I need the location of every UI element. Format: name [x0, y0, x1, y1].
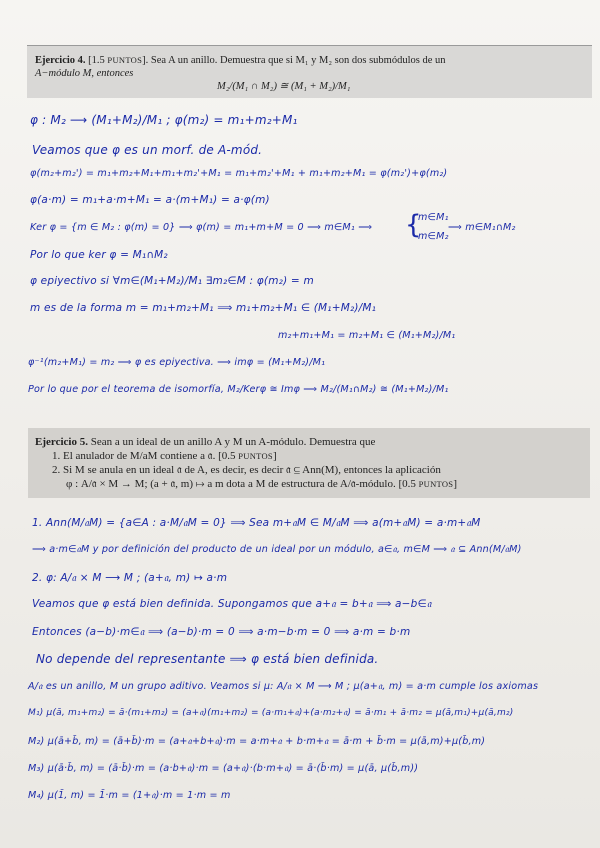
brace-symbol: { [405, 210, 422, 240]
exercise-5-item-2: 2. Si M se anula en un ideal 𝔞 de A, es decir, es decir 𝔞 ⊆ Ann(M), entonces la aplicación [52, 464, 441, 476]
solution-4-line: φ⁻¹(m₂+M₁) = m₂ ⟹ φ es epiyectiva. ⟹ imφ = (M₁+M₂)/M₁ [28, 357, 326, 368]
solution-4-line: Por lo que por el teorema de isomorfía, M₂/Kerφ ≅ Imφ ⟹ M₂/(M₁∩M₂) ≅ (M₁+M₂)/M₁ [28, 384, 449, 395]
solution-4-line: m₂+m₁+M₁ = m₂+M₁ ∈ (M₁+M₂)/M₁ [278, 330, 456, 341]
solution-4-line: Por lo que ker φ = M₁∩M₂ [30, 249, 168, 261]
exercise-4-text-1: ]. Sea A un anillo. Demuestra que si M₁ y M₂ son dos submódulos de un [142, 55, 446, 66]
solution-4-line: φ epiyectivo si ∀m∈(M₁+M₂)/M₁ ∃m₂∈M : φ(m₂) = m [30, 275, 314, 287]
solution-5-line: Veamos que φ está bien definida. Supongamos que a+𝔞 = b+𝔞 ⟹ a−b∈𝔞 [32, 598, 432, 610]
exercise-4-points: [1.5 [88, 55, 105, 66]
exercise-4-text-2: A−módulo M, entonces [35, 68, 134, 79]
solution-4-line: φ(m₂+m₂') = m₁+m₂+M₁+m₁+m₂'+M₁ = m₁+m₂'+M₁ + m₁+m₂+M₁ = φ(m₂')+φ(m₂) [30, 168, 448, 179]
solution-5-line: M₂) μ(ā+b̄, m) = (ā+b̄)·m = (a+𝔞+b+𝔞)·m = a·m+𝔞 + b·m+𝔞 = ā·m + b̄·m = μ(ā,m)+μ(b̄,m) [28, 736, 486, 747]
solution-5-line: M₃) μ(ā·b̄, m) = (ā·b̄)·m = (a·b+𝔞)·m = (a+𝔞)·(b·m+𝔞) = ā·(b̄·m) = μ(ā, μ(b̄,m)) [28, 763, 419, 774]
exercise-5-line-1 [35, 436, 375, 449]
solution-5-line: 1. Ann(M/𝔞M) = {a∈A : a·M/𝔞M = 0} ⟹ Sea m+𝔞M ∈ M/𝔞M ⟹ a(m+𝔞M) = a·m+𝔞M [32, 517, 481, 529]
exercise-5-item-1-unit: PUNTOS [238, 451, 273, 461]
solution-5-line: Entonces (a−b)·m∈𝔞 ⟹ (a−b)·m = 0 ⟹ a·m−b·m = 0 ⟹ a·m = b·m [32, 626, 411, 638]
exercise-5-item-2-unit: PUNTOS [418, 479, 454, 489]
exercise-4-points-unit: PUNTOS [107, 55, 143, 65]
solution-5-line: A/𝔞 es un anillo, M un grupo aditivo. Veamos si μ: A/𝔞 × M ⟶ M ; μ(a+𝔞, m) = a·m cumple los axiomas [28, 681, 539, 692]
brace-result: ⟹ m∈M₁∩M₂ [448, 222, 516, 233]
exercise-5-item-2-text: φ : A/𝔞 × M → M; (a + 𝔞, m) ↦ a m dota a M de estructura de A/𝔞-módulo. [0.5 [66, 478, 416, 490]
bracket: ] [453, 478, 457, 490]
solution-4-line: m es de la forma m = m₁+m₂+M₁ ⟹ m₁+m₂+M₁ ∈ (M₁+M₂)/M₁ [30, 302, 377, 314]
exercise-4-title: Ejercicio 4. [35, 55, 86, 66]
solution-5-line: 2. φ: A/𝔞 × M ⟶ M ; (a+𝔞, m) ↦ a·m [32, 572, 228, 584]
brace-top: m∈M₁ [418, 212, 449, 223]
solution-5-line: No depende del representante ⟹ φ está bien definida. [36, 652, 379, 666]
exercise-5-item-1-text: 1. El anulador de M/aM contiene a 𝔞. [0.5 [52, 450, 236, 462]
exercise-4-formula: M₂/(M₁ ∩ M₂) ≅ (M₁ + M₂)/M₁ [217, 81, 351, 92]
exercise-4-statement [27, 45, 592, 98]
exercise-4-line-1 [35, 54, 446, 67]
solution-4-line: φ(a·m) = m₁+a·m+M₁ = a·(m+M₁) = a·φ(m) [30, 194, 270, 206]
solution-4-line: φ : M₂ ⟶ (M₁+M₂)/M₁ ; φ(m₂) = m₁+m₂+M₁ [30, 113, 298, 127]
exercise-5-statement [28, 428, 590, 498]
exercise-5-item-2-cont [66, 478, 457, 491]
solution-5-line: M₁) μ(ā, m₁+m₂) = ā·(m₁+m₂) = (a+𝔞)(m₁+m₂) = (a·m₁+𝔞)+(a·m₂+𝔞) = ā·m₁ + ā·m₂ = μ(ā,m₁)+μ(ā,m₂) [28, 708, 514, 718]
solution-5-line: ⟹ a·m∈𝔞M y por definición del producto de un ideal por un módulo, a∈𝔞, m∈M ⟹ 𝔞 ⊆ Ann(M/𝔞M) [32, 544, 522, 555]
brace-bottom: m∈M₂ [418, 231, 449, 242]
exercise-5-text: Sean a un ideal de un anillo A y M un A-módulo. Demuestra que [90, 436, 376, 448]
solution-4-line: Ker φ = {m ∈ M₂ : φ(m) = 0} ⟹ φ(m) = m₁+m+M = 0 ⟹ m∈M₁ ⟹ [30, 222, 373, 233]
exercise-5-item-1 [52, 450, 277, 463]
exercise-5-title: Ejercicio 5. [35, 436, 88, 448]
solution-4-line: Veamos que φ es un morf. de A-mód. [32, 143, 263, 157]
bracket: ] [272, 450, 277, 462]
solution-5-line: M₄) μ(1̄, m) = 1̄·m = (1+𝔞)·m = 1·m = m [28, 790, 231, 801]
